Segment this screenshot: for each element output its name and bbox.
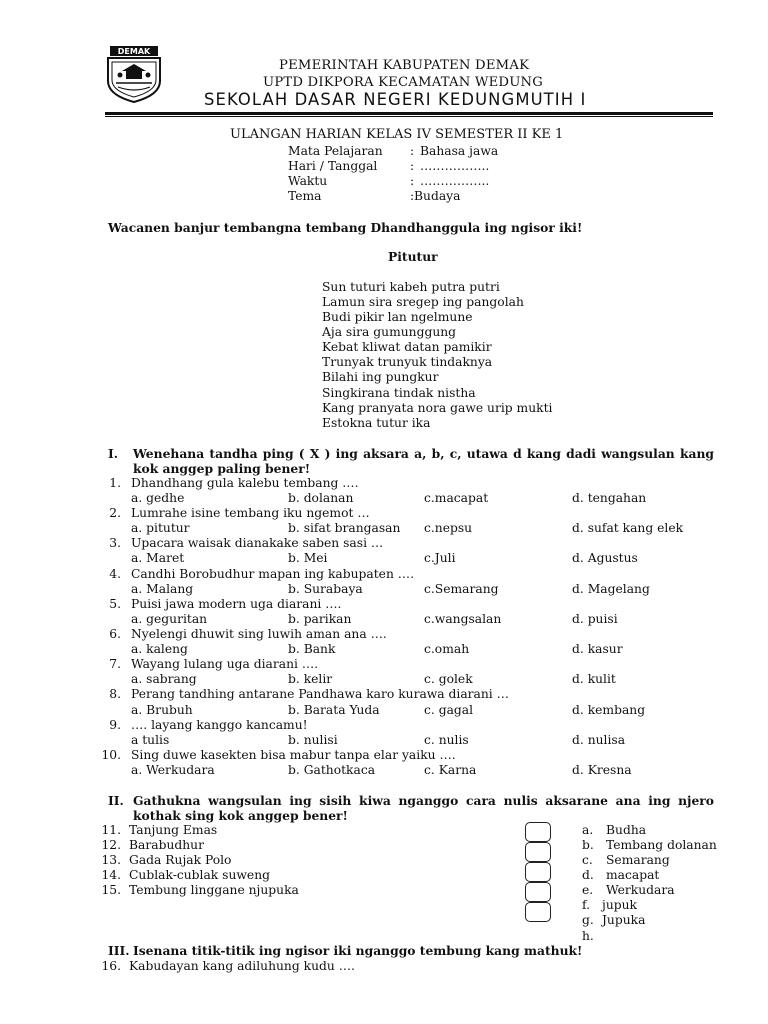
field-label: Tema [288, 189, 322, 203]
header-school-name: SEKOLAH DASAR NEGERI KEDUNGMUTIH I [204, 90, 587, 109]
option-a[interactable]: a. sabrang [131, 672, 197, 686]
section-number: III. [108, 943, 130, 958]
field-label: Waktu [288, 174, 328, 188]
option-d[interactable]: d. kasur [572, 642, 623, 656]
option-b[interactable]: b. sifat brangasan [288, 521, 401, 535]
poem-title: Pitutur [388, 249, 438, 264]
poem-line: Bilahi ing pungkur [322, 370, 439, 384]
option-c[interactable]: c.macapat [424, 491, 489, 505]
option-c[interactable]: c. gagal [424, 703, 474, 717]
question-text: Candhi Borobudhur mapan ing kabupaten …. [131, 567, 414, 581]
match-option-letter: g. [582, 913, 594, 927]
answer-box[interactable] [525, 882, 551, 902]
question-text: Dhandhang gula kalebu tembang …. [131, 476, 359, 490]
match-option-letter: f. [582, 898, 591, 912]
match-option-text: macapat [606, 868, 660, 882]
option-c[interactable]: c.omah [424, 642, 470, 656]
option-c[interactable]: c.wangsalan [424, 612, 502, 626]
match-option-text: Jupuka [602, 913, 646, 927]
option-a[interactable]: a. kaleng [131, 642, 188, 656]
option-d[interactable]: d. Magelang [572, 582, 650, 596]
field-separator: : [410, 144, 415, 158]
question-text: Perang tandhing antarane Pandhawa karo kurawa diarani … [131, 687, 509, 701]
option-d[interactable]: d. sufat kang elek [572, 521, 684, 535]
option-c[interactable]: c. nulis [424, 733, 469, 747]
option-c[interactable]: c. Karna [424, 763, 477, 777]
question-number: 7. [109, 657, 121, 671]
option-d[interactable]: d. kembang [572, 703, 646, 717]
option-c[interactable]: c.Semarang [424, 582, 499, 596]
question-number: 8. [109, 687, 121, 701]
option-b[interactable]: b. parikan [288, 612, 352, 626]
match-option-text: Tembang dolanan [606, 838, 717, 852]
match-option-letter: b. [582, 838, 594, 852]
option-a[interactable]: a. Brubuh [131, 703, 193, 717]
question-number: 3. [109, 536, 121, 550]
match-item-number: 14. [101, 868, 121, 882]
option-c[interactable]: c.Juli [424, 551, 456, 565]
field-value: …………….. [420, 174, 490, 188]
match-item-text: Tembung linggane njupuka [129, 883, 299, 897]
header-line-2: UPTD DIKPORA KECAMATAN WEDUNG [263, 75, 543, 90]
field-separator: : [410, 159, 415, 173]
poem-line: Trunyak trunyuk tindaknya [322, 355, 493, 369]
option-d[interactable]: d. Agustus [572, 551, 638, 565]
match-option-letter: a. [582, 823, 594, 837]
option-a[interactable]: a. Malang [131, 582, 194, 596]
field-label: Hari / Tanggal [288, 159, 378, 173]
match-item-number: 15. [101, 883, 121, 897]
section-instruction: Wenehana tandha ping ( X ) ing aksara a, b, c, utawa d kang dadi wangsulan kang kok anggep paling bener! [133, 446, 714, 476]
field-label: Mata Pelajaran [288, 144, 383, 158]
option-b[interactable]: b. kelir [288, 672, 333, 686]
question-number: 4. [109, 567, 121, 581]
question-text: Wayang lulang uga diarani …. [131, 657, 319, 671]
poem-line: Lamun sira sregep ing pangolah [322, 295, 524, 309]
poem-line: Estokna tutur ika [322, 416, 431, 430]
field-separator: : [410, 189, 415, 203]
option-d[interactable]: d. kulit [572, 672, 616, 686]
header-rule-thick [105, 112, 713, 115]
answer-box[interactable] [525, 862, 551, 882]
match-item-text: Tanjung Emas [129, 823, 218, 837]
poem-line: Aja sira gumunggung [322, 325, 457, 339]
question-text: …. layang kanggo kancamu! [131, 718, 308, 732]
answer-box[interactable] [525, 842, 551, 862]
question-text: Sing duwe kasekten bisa mabur tanpa elar yaiku …. [131, 748, 456, 762]
field-value: Bahasa jawa [420, 144, 499, 158]
reading-instruction: Wacanen banjur tembangna tembang Dhandhanggula ing ngisor iki! [108, 220, 583, 235]
option-d[interactable]: d. nulisa [572, 733, 626, 747]
question-number: 2. [109, 506, 121, 520]
question-text: Kabudayan kang adiluhung kudu …. [129, 959, 355, 973]
question-number: 16. [101, 959, 121, 973]
section-number: II. [108, 793, 124, 808]
match-option-letter: d. [582, 868, 594, 882]
match-item-number: 13. [101, 853, 121, 867]
header-rule-thin [105, 116, 713, 117]
question-text: Lumrahe isine tembang iku ngemot … [131, 506, 370, 520]
question-number: 6. [109, 627, 121, 641]
match-item-text: Gada Rujak Polo [129, 853, 232, 867]
option-b[interactable]: b. Gathotkaca [288, 763, 376, 777]
option-d[interactable]: d. puisi [572, 612, 618, 626]
option-d[interactable]: d. tengahan [572, 491, 647, 505]
option-b[interactable]: b. Surabaya [288, 582, 363, 596]
option-b[interactable]: b. Bank [288, 642, 336, 656]
match-option-text: Semarang [606, 853, 670, 867]
section-instruction: Gathukna wangsulan ing sisih kiwa nganggo cara nulis aksarane ana ing njero kothak sing kok anggep bener! [133, 793, 714, 823]
option-b[interactable]: b. Mei [288, 551, 328, 565]
question-number: 9. [109, 718, 121, 732]
match-option-letter: e. [582, 883, 594, 897]
field-value: Budaya [414, 189, 461, 203]
question-number: 1. [109, 476, 121, 490]
option-a[interactable]: a. geguritan [131, 612, 208, 626]
field-separator: : [410, 174, 415, 188]
poem-line: Sun tuturi kabeh putra putri [322, 280, 500, 294]
question-text: Upacara waisak dianakake saben sasi … [131, 536, 384, 550]
poem-line: Budi pikir lan ngelmune [322, 310, 473, 324]
option-b[interactable]: b. dolanan [288, 491, 354, 505]
poem-line: Singkirana tindak nistha [322, 386, 476, 400]
answer-box[interactable] [525, 902, 551, 922]
option-d[interactable]: d. Kresna [572, 763, 632, 777]
match-item-text: Barabudhur [129, 838, 204, 852]
question-text: Nyelengi dhuwit sing luwih aman ana …. [131, 627, 387, 641]
option-b[interactable]: b. Barata Yuda [288, 703, 380, 717]
logo-text: DEMAK [117, 47, 151, 56]
poem-line: Kebat kliwat datan pamikir [322, 340, 492, 354]
match-item-number: 12. [101, 838, 121, 852]
option-c[interactable]: c. golek [424, 672, 473, 686]
exam-title: ULANGAN HARIAN KELAS IV SEMESTER II KE 1 [230, 127, 564, 142]
question-number: 5. [109, 597, 121, 611]
option-c[interactable]: c.nepsu [424, 521, 473, 535]
match-option-text: Budha [606, 823, 647, 837]
poem-line: Kang pranyata nora gawe urip mukti [322, 401, 553, 415]
match-option-text: Werkudara [606, 883, 675, 897]
section-number: I. [108, 446, 119, 461]
option-a[interactable]: a. pitutur [131, 521, 190, 535]
option-a[interactable]: a. gedhe [131, 491, 185, 505]
option-a[interactable]: a tulis [131, 733, 170, 747]
question-number: 10. [101, 748, 121, 762]
field-value: …………….. [420, 159, 490, 173]
match-option-letter: c. [582, 853, 593, 867]
option-a[interactable]: a. Maret [131, 551, 185, 565]
option-a[interactable]: a. Werkudara [131, 763, 215, 777]
match-option-letter: h. [582, 929, 594, 943]
header-line-1: PEMERINTAH KABUPATEN DEMAK [279, 58, 530, 73]
answer-box[interactable] [525, 822, 551, 842]
option-b[interactable]: b. nulisi [288, 733, 338, 747]
question-text: Puisi jawa modern uga diarani …. [131, 597, 342, 611]
match-item-number: 11. [101, 823, 121, 837]
section-instruction: Isenana titik-titik ing ngisor iki nganggo tembung kang mathuk! [133, 943, 583, 958]
match-item-text: Cublak-cublak suweng [129, 868, 270, 882]
match-option-text: jupuk [602, 898, 637, 912]
school-district-logo [104, 45, 164, 103]
